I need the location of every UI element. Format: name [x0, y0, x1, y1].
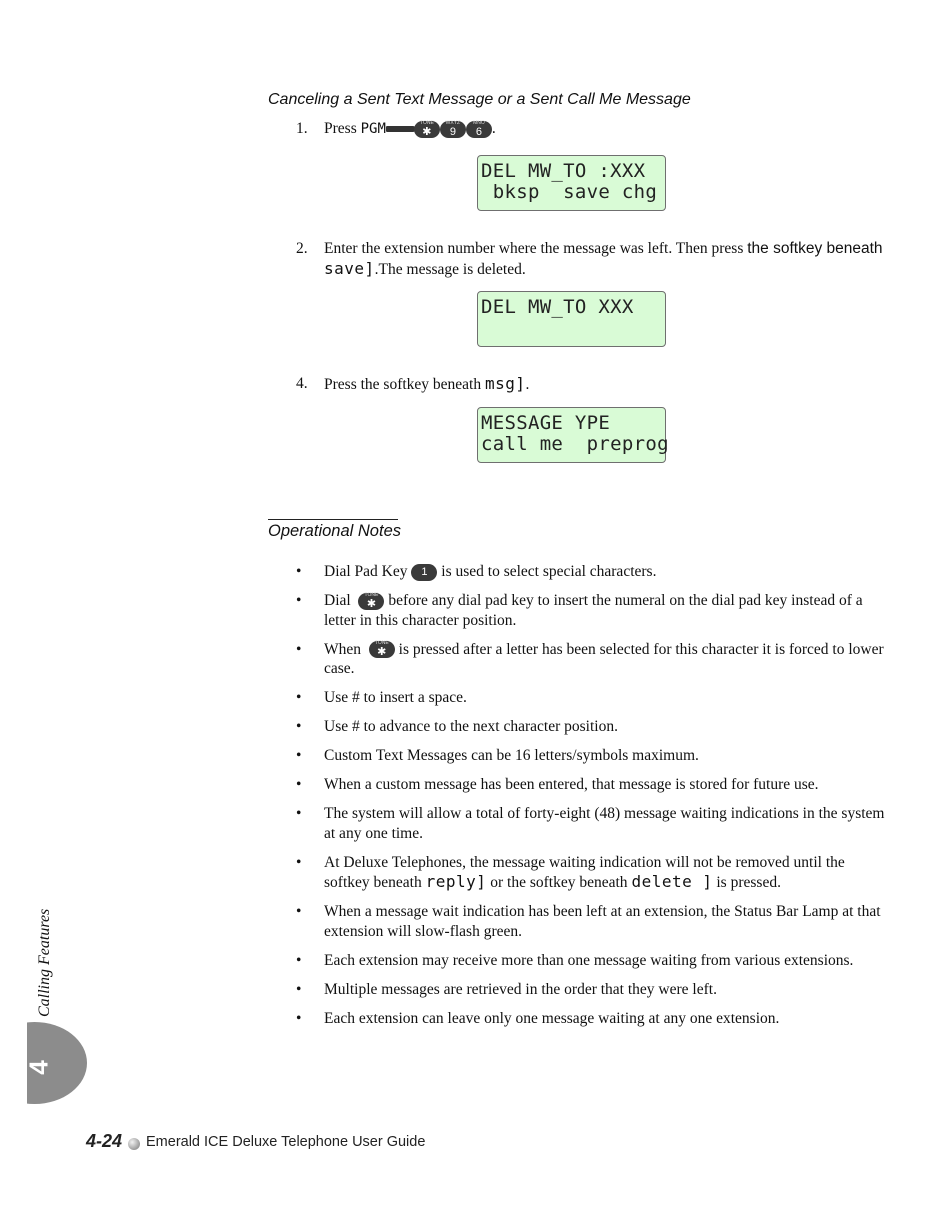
tone-star-key-icon: TONE ✱ — [369, 641, 395, 658]
softkey-label: save] — [324, 259, 375, 278]
softkey-label: delete ] — [631, 872, 713, 891]
lcd-line-2: bksp save chg — [481, 181, 658, 203]
lcd-line-2: call me preprog — [481, 433, 669, 455]
notes-title: Operational Notes — [268, 522, 401, 540]
list-item: • When a message wait indication has been left at an extension, the Status Bar Lamp at that extension will slow-flash green. — [296, 903, 881, 940]
step-number: 4. — [296, 375, 308, 392]
list-item: • Use # to insert a space. — [296, 689, 467, 706]
lcd-line-1: MESSAGE YPE — [481, 412, 611, 434]
list-item: • Use # to advance to the next character position. — [296, 718, 618, 735]
softkey-label: reply] — [425, 872, 487, 891]
step-number: 2. — [296, 240, 308, 257]
list-item: • At Deluxe Telephones, the message waiting indication will not be removed until the softkey beneath reply] or the softkey beneath delete ] is pressed. — [296, 853, 845, 891]
step-text: Press the softkey beneath msg]. — [324, 374, 530, 393]
document-title: Emerald ICE Deluxe Telephone User Guide — [146, 1134, 426, 1150]
chapter-number: 4 — [23, 1060, 54, 1075]
list-item: • Multiple messages are retrieved in the order that they were left. — [296, 980, 717, 998]
list-item: • Each extension may receive more than one message waiting from various extensions. — [296, 951, 854, 969]
step-text: Enter the extension number where the message was left. Then press the softkey beneath save].The message is deleted. — [324, 240, 883, 278]
lcd-line-1: DEL MW_TO XXX — [481, 296, 634, 318]
page-number: 4-24 — [86, 1131, 123, 1151]
handset-icon — [386, 126, 416, 132]
tone-star-key-icon: TONE ✱ — [358, 593, 384, 610]
lcd-display — [477, 155, 666, 211]
list-item: • When a custom message has been entered, that message is stored for future use. — [296, 776, 819, 793]
step-text: Press PGM TONE ✱ WXYZ 9 MNO 6 . — [324, 119, 496, 138]
tone-star-key-icon: TONE ✱ — [414, 121, 440, 138]
lcd-display — [477, 291, 666, 347]
softkey-label: msg] — [485, 374, 526, 393]
lcd-display — [477, 407, 669, 463]
list-item: • Dial Pad Key 1 is used to select special characters. — [296, 563, 657, 580]
list-item: • Dial TONE ✱ before any dial pad key to insert the numeral on the dial pad key instead of a letter in this character position. — [296, 591, 863, 629]
step-number: 1. — [296, 120, 308, 137]
list-item: • When TONE ✱ is pressed after a letter has been selected for this character it is forced to lower case. — [296, 640, 884, 677]
key-9-icon: WXYZ 9 — [440, 121, 466, 138]
list-item: • The system will allow a total of forty-eight (48) message waiting indications in the system at any one time. — [296, 805, 885, 842]
key-6-icon: MNO 6 — [466, 121, 492, 138]
key-1-icon: 1 — [411, 564, 437, 581]
lcd-line-1: DEL MW_TO :XXX — [481, 160, 646, 182]
press-text: Press — [324, 120, 357, 137]
section-title: Canceling a Sent Text Message or a Sent Call Me Message — [268, 91, 691, 108]
notes-list — [296, 562, 886, 1038]
list-item: • Each extension can leave only one message waiting at any one extension. — [296, 1009, 780, 1027]
bullet-dot-icon — [128, 1138, 140, 1150]
list-item: • Custom Text Messages can be 16 letters/symbols maximum. — [296, 747, 699, 764]
pgm-key-label: PGM — [360, 121, 386, 137]
chapter-section-label: Calling Features — [36, 908, 53, 1017]
notes-divider — [268, 519, 398, 520]
